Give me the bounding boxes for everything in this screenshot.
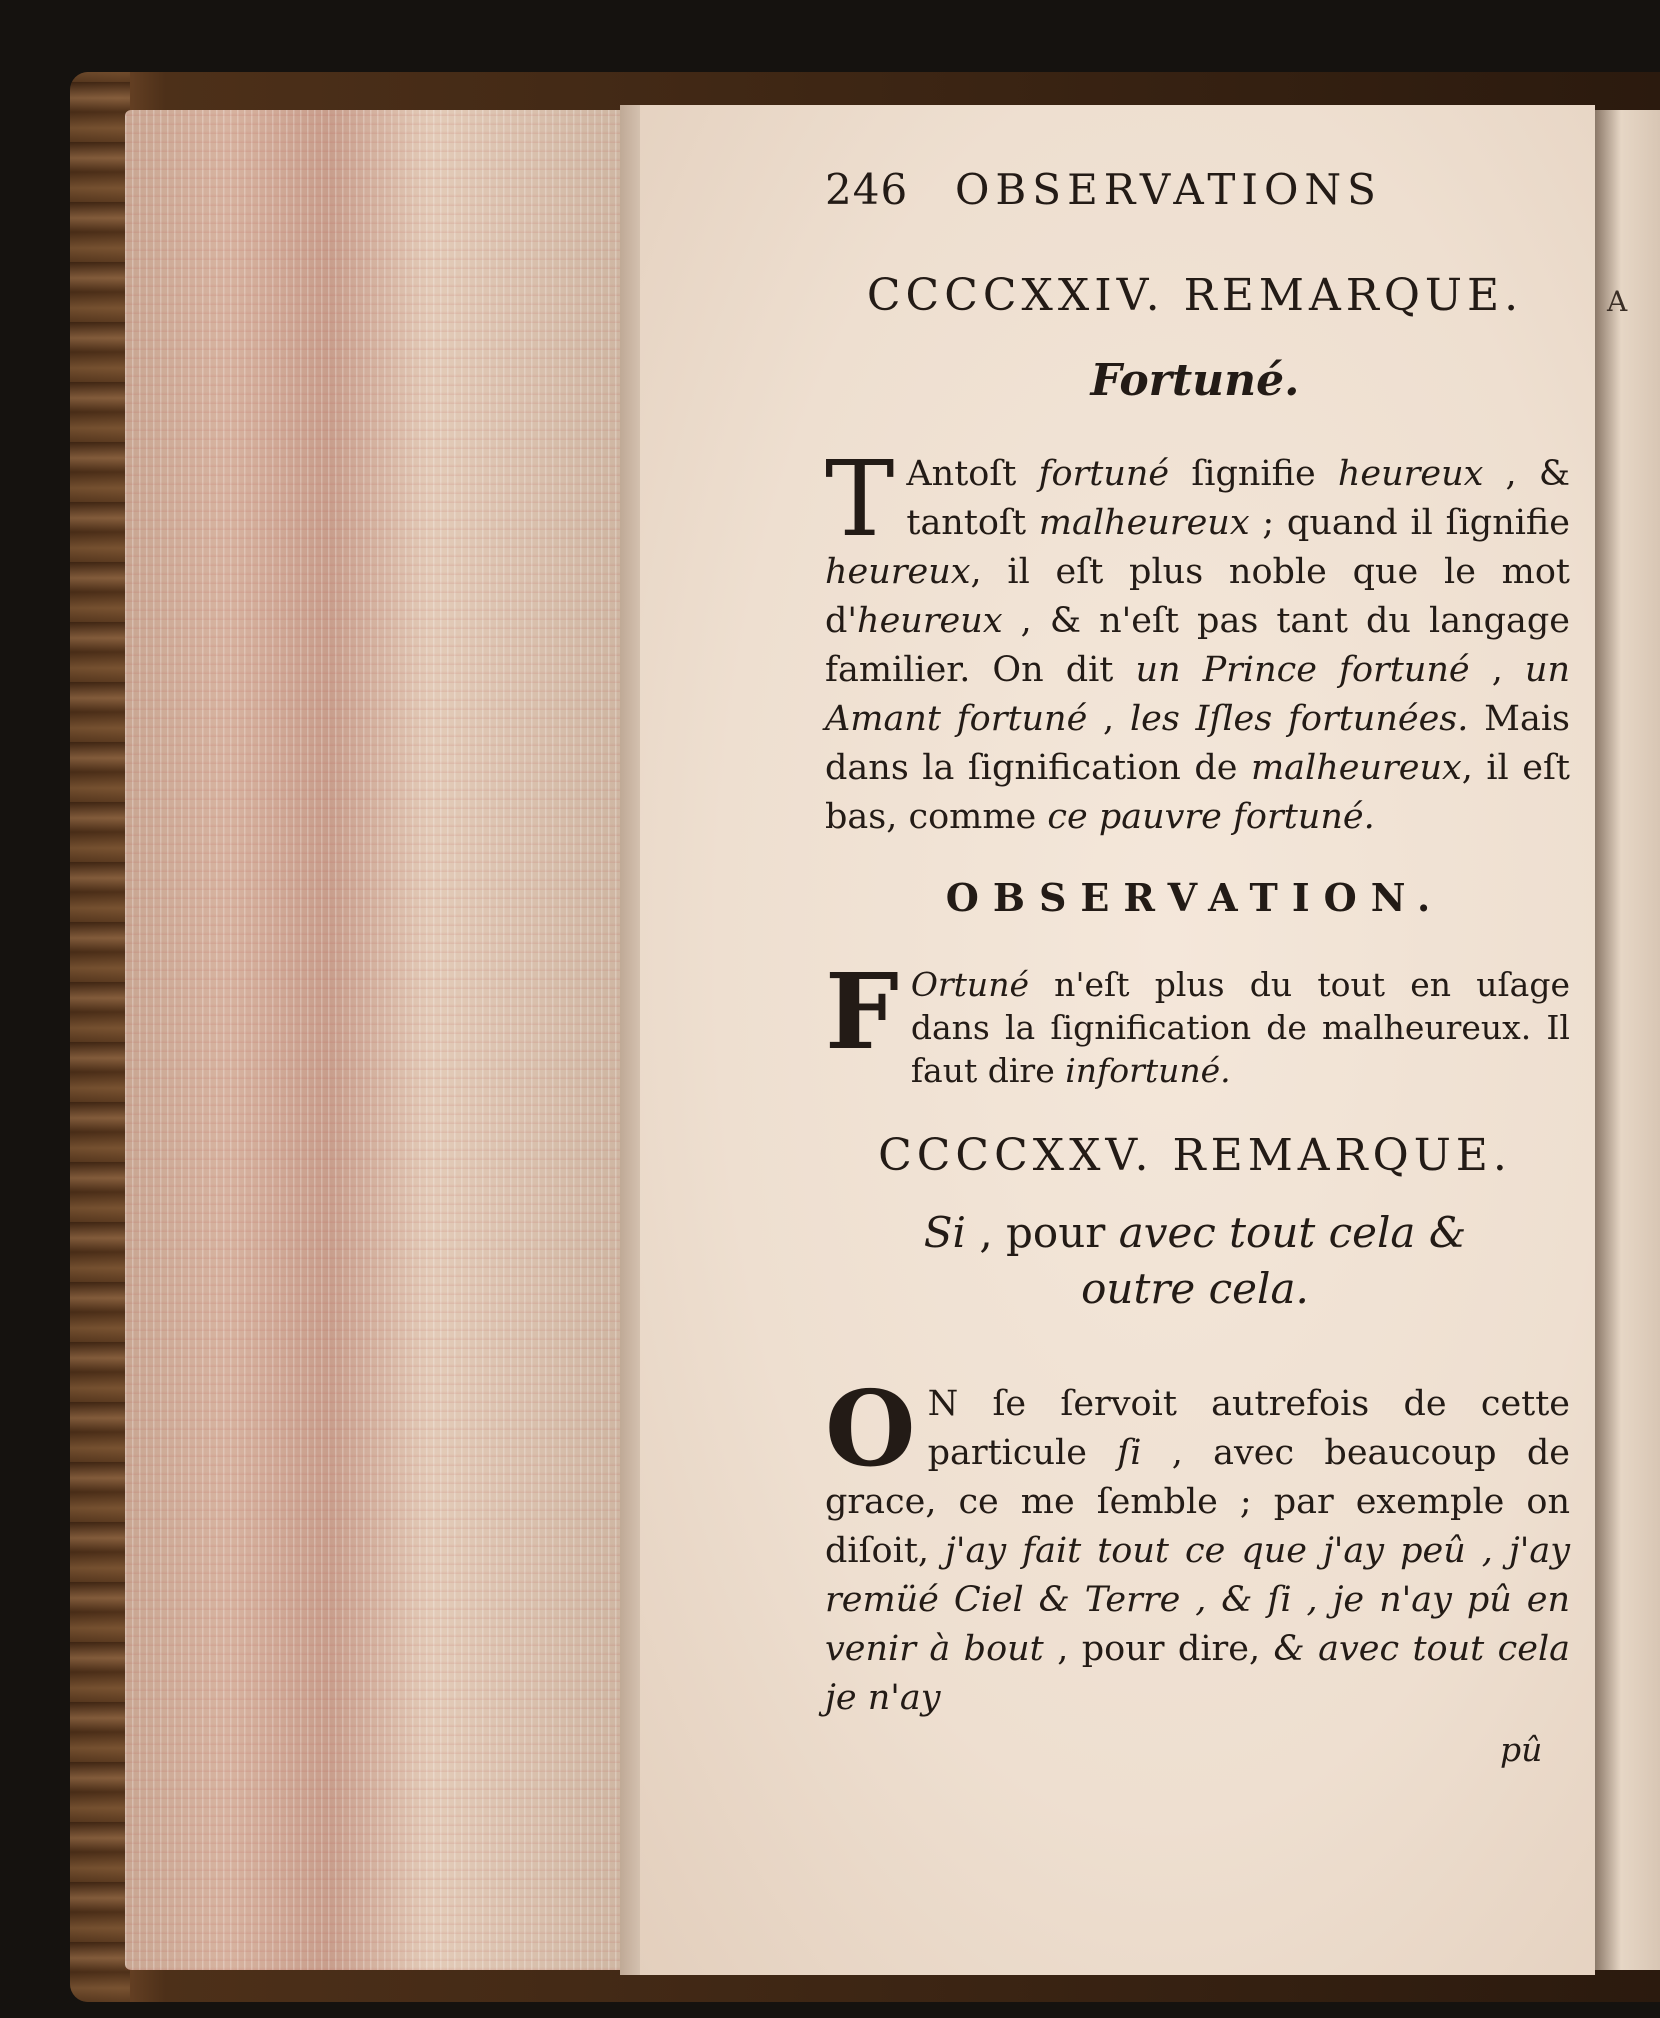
italic-run: heureux (857, 601, 1003, 641)
italic-run: un Prince fortuné (1135, 650, 1470, 690)
running-head (825, 165, 1565, 214)
remark-body-2-text (825, 1367, 1571, 1718)
page-number: 246 (825, 165, 909, 214)
remark-body-1 (825, 438, 1570, 842)
remark-body-2 (825, 1367, 1571, 1723)
running-title: OBSERVATIONS (955, 165, 1382, 214)
dropcap-f: F (825, 950, 899, 1073)
text-run: n'eſt plus du tout en uſage dans la ſignification de malheureux. Il faut dire (910, 965, 1570, 1090)
italic-run: ſi (1117, 1433, 1142, 1473)
dropcap-o: O (825, 1367, 916, 1490)
text-run: , il eſt bas, comme (825, 748, 1570, 837)
book-page (640, 105, 1595, 1975)
text-run: N ſe ſervoit autrefois de cette particule (927, 1384, 1570, 1473)
italic-run: & avec tout cela je n'ay (825, 1629, 1571, 1718)
observation-body (825, 950, 1570, 1092)
facing-page-edge (1595, 110, 1660, 1970)
remark-heading-2: CCCCXXV. REMARQUE. (878, 1130, 1512, 1181)
book-spine (70, 72, 130, 2002)
italic-run: malheureux (1250, 748, 1462, 788)
italic-run: Ortuné (910, 965, 1029, 1004)
italic-run: j'ay fait tout ce que j'ay peû , j'ay remüé Ciel & Terre , & ſi , je n'ay pû en venir à bout (825, 1531, 1570, 1669)
dropcap-t: T (825, 438, 895, 560)
page-block-edges (125, 110, 635, 1970)
text-run: Antoſt (906, 454, 1039, 494)
text-run: , (1087, 699, 1130, 739)
italic-run: ce pauvre fortuné. (1047, 797, 1375, 837)
text-run: ſignifie (1169, 454, 1338, 494)
text-run: ; quand il ſignifie (1249, 503, 1570, 543)
text-run: , avec beaucoup de grace, ce me ſemble ; par exemple on diſoit, (825, 1433, 1570, 1571)
italic-run: heureux (825, 552, 971, 592)
remark-subject-2 (825, 1205, 1565, 1317)
italic-run: infortuné. (1065, 1051, 1231, 1090)
text-run: , & n'eſt pas tant du langage familier. On dit (825, 601, 1570, 690)
italic-run: les Iſles fortunées. (1129, 699, 1469, 739)
text-run: Mais dans la ſignification de (825, 699, 1570, 788)
italic-run: Si (923, 1208, 966, 1257)
text-run: , pour dire, (1043, 1629, 1274, 1669)
observation-heading: OBSERVATION. (945, 875, 1445, 920)
italic-run: un Amant fortuné (825, 650, 1570, 739)
remark-heading-1: CCCCXXIV. REMARQUE. (866, 270, 1524, 321)
text-run: , pour (965, 1208, 1119, 1257)
italic-run: heureux (1337, 454, 1484, 494)
remark-body-1-text (825, 438, 1570, 837)
catchword: pû (1500, 1730, 1543, 1769)
remark-subject-1: Fortuné. (1090, 355, 1300, 406)
observation-body-text (911, 965, 1570, 1090)
italic-run: malheureux (1038, 503, 1250, 543)
facing-page-mark: A (1607, 285, 1628, 318)
italic-run: fortuné (1038, 454, 1170, 494)
italic-run: avec tout cela & outre cela. (1081, 1208, 1467, 1313)
text-run: , il eſt plus noble que le mot d' (825, 552, 1570, 641)
text-run: , & tantoſt (906, 454, 1570, 543)
text-run: , (1469, 650, 1525, 690)
